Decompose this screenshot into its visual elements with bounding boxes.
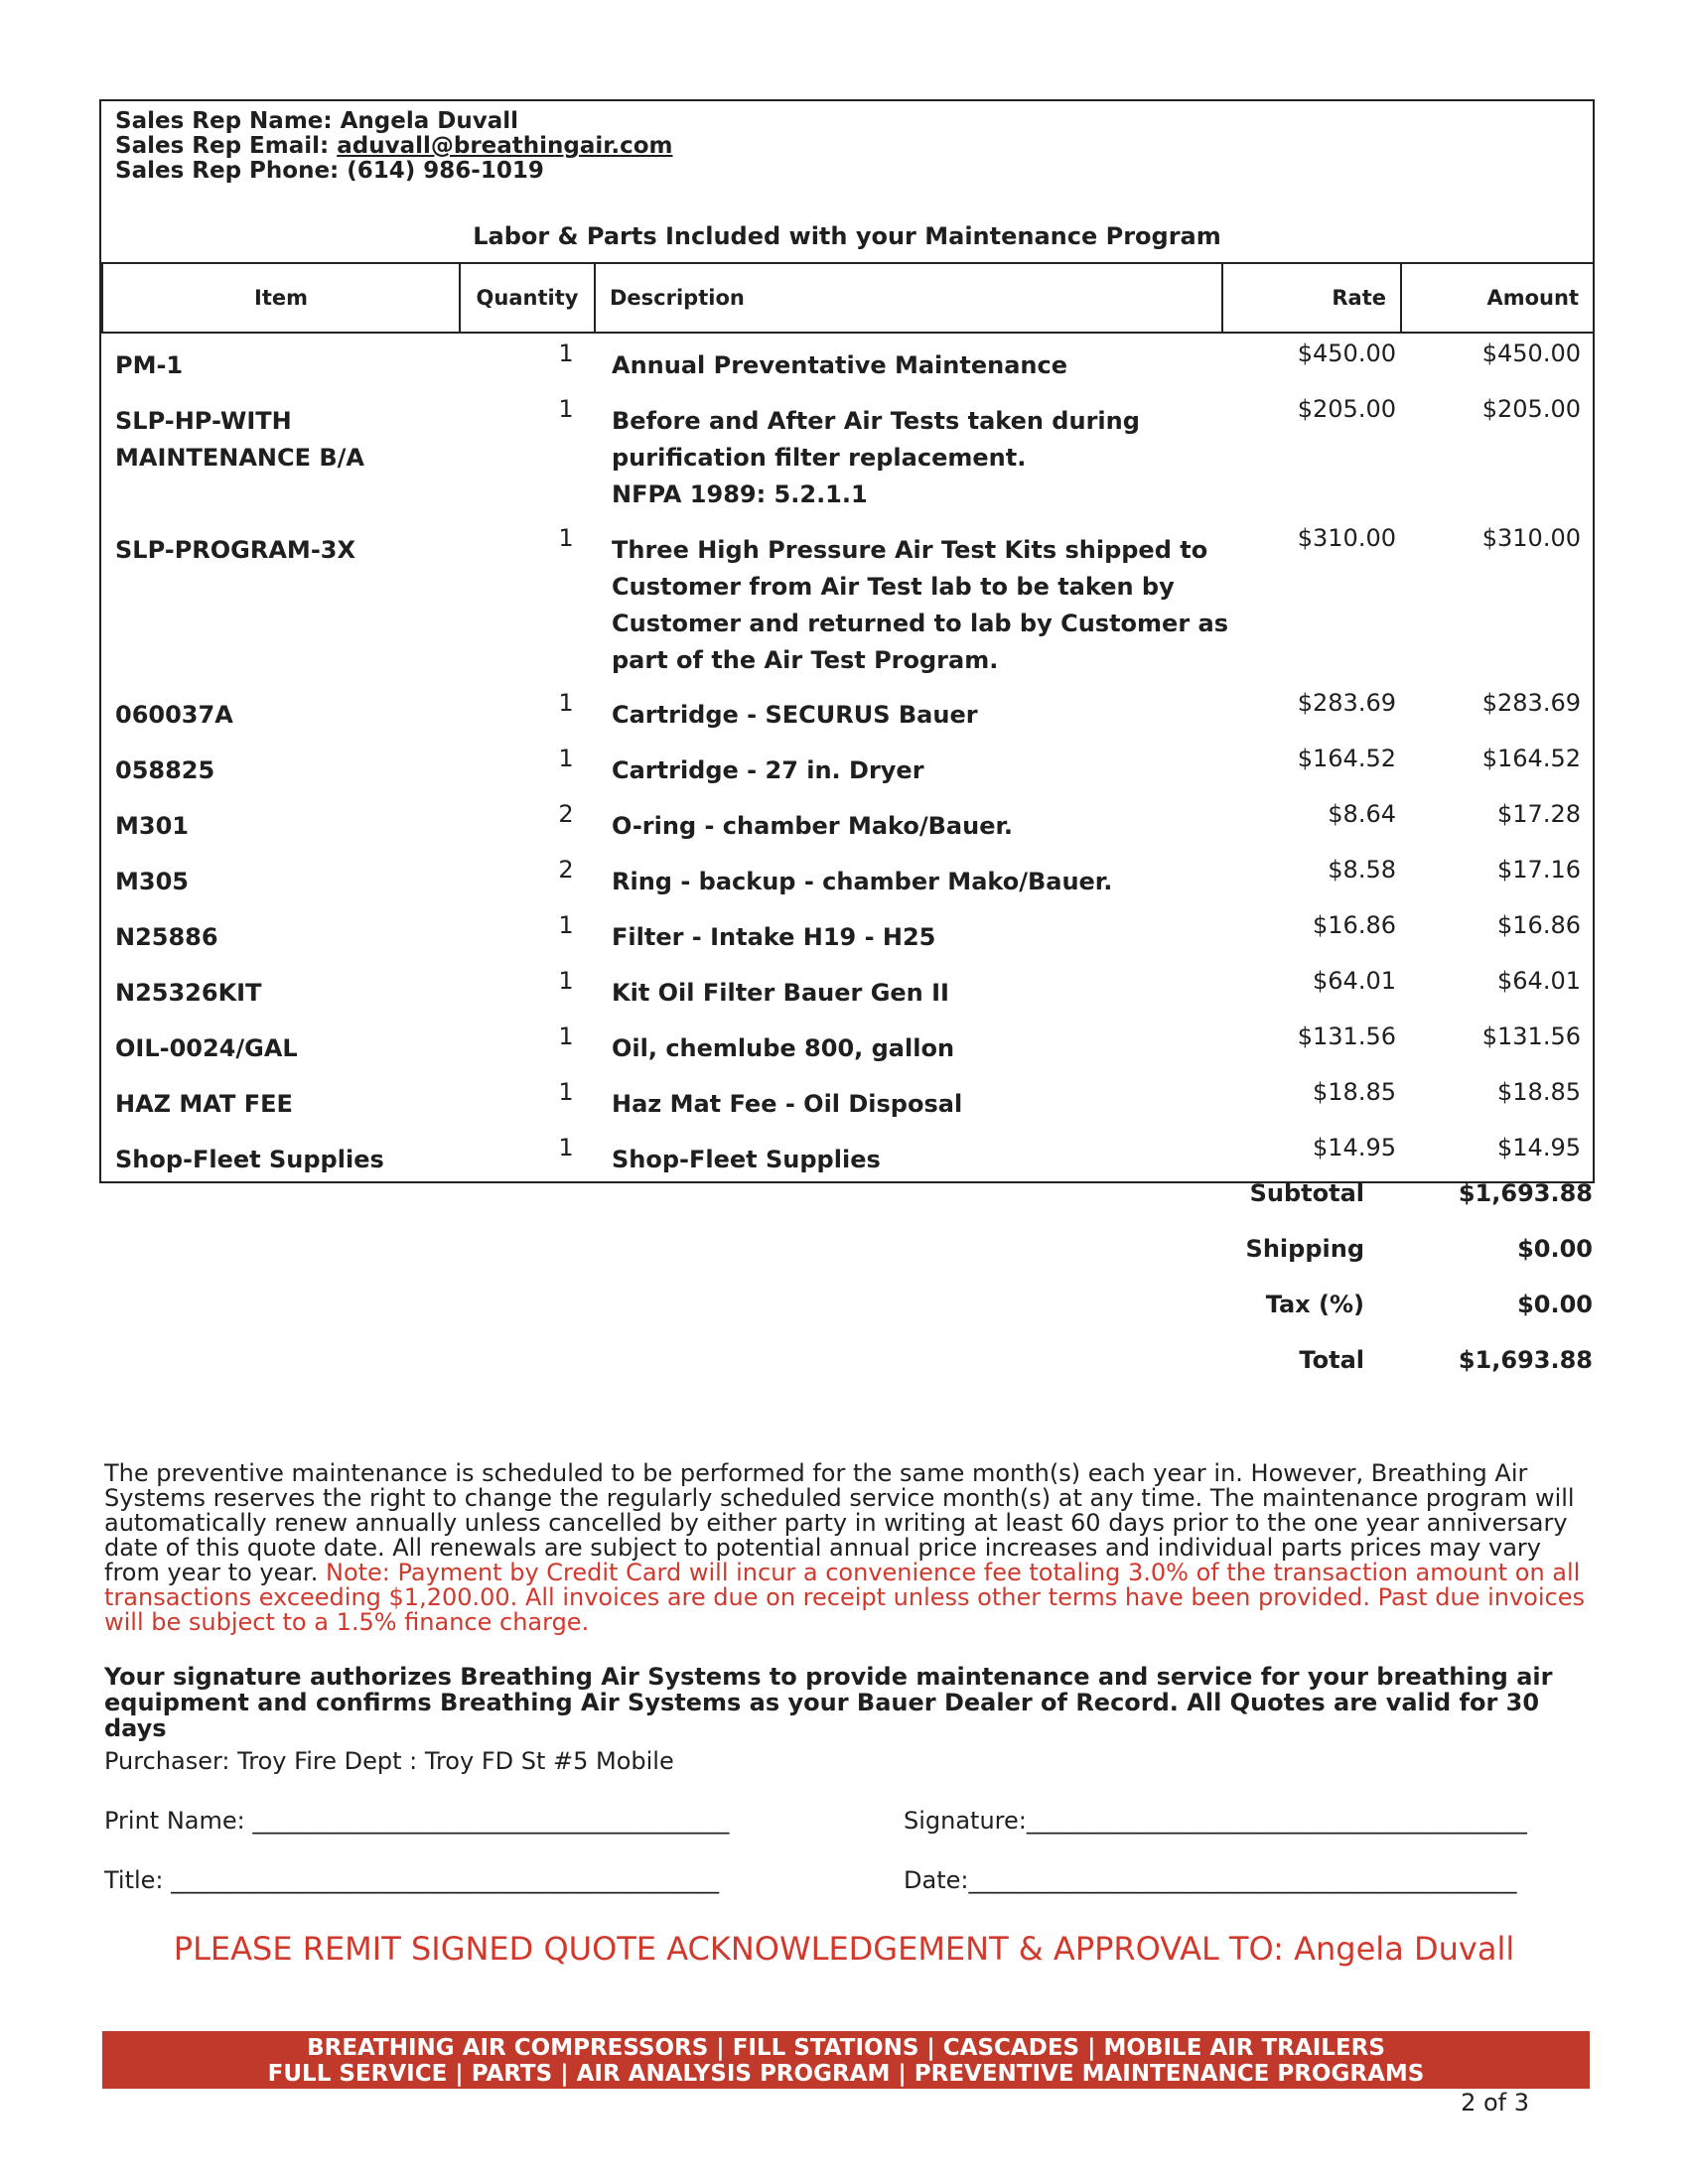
table-row <box>101 389 1593 518</box>
row-amount: $17.16 <box>1497 856 1581 884</box>
footer-line-1: BREATHING AIR COMPRESSORS | FILL STATIONS | CASCADES | MOBILE AIR TRAILERS <box>307 2035 1385 2061</box>
totals-row <box>1192 1291 1599 1346</box>
table-row <box>101 794 1593 850</box>
row-rate: $205.00 <box>1297 395 1396 423</box>
table-row <box>101 739 1593 794</box>
remit-notice: PLEASE REMIT SIGNED QUOTE ACKNOWLEDGEMENT & APPROVAL TO: Angela Duvall <box>173 1930 1515 1968</box>
header-amount: Amount <box>1400 262 1595 334</box>
totals-label: Tax (%) <box>1265 1291 1364 1318</box>
row-item: Shop-Fleet Supplies <box>115 1146 384 1173</box>
header-quantity: Quantity <box>459 262 596 334</box>
row-item: PM-1 <box>115 351 184 379</box>
table-title: Labor & Parts Included with your Maintenance Program <box>473 222 1221 250</box>
authorization-statement: Your signature authorizes Breathing Air Systems to provide maintenance and service for your breathing air equipment and confirms Breathing Air Systems as your Bauer Dealer of Record. All Quotes are valid for 30 days <box>104 1663 1553 1742</box>
print-name-field[interactable]: Print Name: ________________________________________ <box>104 1807 730 1835</box>
row-rate: $18.85 <box>1313 1078 1396 1106</box>
totals-label: Total <box>1299 1346 1364 1374</box>
sales-rep-info <box>115 109 672 184</box>
row-amount: $17.28 <box>1497 800 1581 828</box>
row-rate: $64.01 <box>1313 967 1396 995</box>
table-row <box>101 961 1593 1017</box>
totals-value: $0.00 <box>1517 1291 1593 1318</box>
row-description: Three High Pressure Air Test Kits shipped to Customer from Air Test lab to be taken by Customer and returned to lab by Customer as part of the Air Test Program. <box>612 536 1228 674</box>
totals-row <box>1192 1179 1599 1235</box>
footer-line-2: FULL SERVICE | PARTS | AIR ANALYSIS PROGRAM | PREVENTIVE MAINTENANCE PROGRAMS <box>267 2061 1425 2087</box>
row-amount: $16.86 <box>1497 911 1581 939</box>
row-item: HAZ MAT FEE <box>115 1090 293 1118</box>
header-item: Item <box>101 262 461 334</box>
row-amount: $205.00 <box>1481 395 1581 423</box>
table-row <box>101 850 1593 905</box>
row-rate: $14.95 <box>1313 1134 1396 1161</box>
row-description: Haz Mat Fee - Oil Disposal <box>612 1090 963 1118</box>
sales-rep-name: Sales Rep Name: Angela Duvall <box>115 108 518 134</box>
row-rate: $16.86 <box>1313 911 1396 939</box>
totals-value: $1,693.88 <box>1458 1179 1593 1207</box>
totals-section <box>1192 1179 1599 1402</box>
header-description: Description <box>594 262 1223 334</box>
page-number: 2 of 3 <box>1461 2089 1529 2116</box>
row-amount: $131.56 <box>1481 1023 1581 1050</box>
row-rate: $131.56 <box>1297 1023 1396 1050</box>
terms-paragraph <box>104 1461 1594 1635</box>
row-quantity: 1 <box>558 395 574 423</box>
row-rate: $283.69 <box>1297 689 1396 717</box>
totals-value: $0.00 <box>1517 1235 1593 1263</box>
signature-field[interactable]: Signature:__________________________________________ <box>904 1807 1527 1835</box>
sales-rep-email-label: Sales Rep Email: <box>115 133 338 159</box>
row-description: Shop-Fleet Supplies <box>612 1146 881 1173</box>
purchaser-line: Purchaser: Troy Fire Dept : Troy FD St #5 Mobile <box>104 1747 674 1775</box>
row-item: N25326KIT <box>115 979 262 1007</box>
table-row <box>101 334 1593 389</box>
row-amount: $64.01 <box>1497 967 1581 995</box>
quote-table-box <box>99 99 1595 1183</box>
row-quantity: 1 <box>558 689 574 717</box>
table-row <box>101 1017 1593 1072</box>
row-description: Annual Preventative Maintenance <box>612 351 1067 379</box>
row-description: Before and After Air Tests taken during purification filter replacement. NFPA 1989: 5.2.1.1 <box>612 407 1140 508</box>
row-quantity: 2 <box>558 856 574 884</box>
table-row <box>101 1072 1593 1128</box>
row-amount: $310.00 <box>1481 524 1581 552</box>
row-amount: $14.95 <box>1497 1134 1581 1161</box>
table-row <box>101 518 1593 683</box>
row-item: OIL-0024/GAL <box>115 1034 298 1062</box>
row-rate: $164.52 <box>1297 745 1396 772</box>
row-item: M301 <box>115 812 189 840</box>
row-quantity: 1 <box>558 1023 574 1050</box>
row-quantity: 1 <box>558 911 574 939</box>
totals-label: Subtotal <box>1249 1179 1364 1207</box>
row-item: 060037A <box>115 701 233 729</box>
row-amount: $450.00 <box>1481 340 1581 367</box>
row-item: SLP-PROGRAM-3X <box>115 536 355 564</box>
row-rate: $310.00 <box>1297 524 1396 552</box>
row-rate: $8.58 <box>1328 856 1396 884</box>
row-quantity: 1 <box>558 340 574 367</box>
row-item: M305 <box>115 868 189 895</box>
row-item: N25886 <box>115 923 218 951</box>
row-amount: $283.69 <box>1481 689 1581 717</box>
row-description: Cartridge - SECURUS Bauer <box>612 701 978 729</box>
terms-payment-note: Note: Payment by Credit Card will incur a convenience fee totaling 3.0% of the transaction amount on all transactions exceeding $1,200.00. All invoices are due on receipt unless other terms have been provided. Past due invoices will be subject to a 1.5% finance charge. <box>104 1559 1585 1636</box>
row-amount: $18.85 <box>1497 1078 1581 1106</box>
header-rate: Rate <box>1221 262 1402 334</box>
row-quantity: 1 <box>558 967 574 995</box>
terms-main: The preventive maintenance is scheduled to be performed for the same month(s) each year in. However, Breathing Air Systems reserves the right to change the regularly scheduled service month(s) at any time. The maintenance program will automatically renew annually unless cancelled by either party in writing at least 60 days prior to the one year anniversary date of this quote date. All renewals are subject to potential annual price increases and individual parts prices may vary from year to year. <box>104 1459 1575 1586</box>
table-row <box>101 905 1593 961</box>
totals-label: Shipping <box>1245 1235 1364 1263</box>
row-description: Kit Oil Filter Bauer Gen II <box>612 979 949 1007</box>
date-field[interactable]: Date:______________________________________________ <box>904 1866 1517 1894</box>
table-body <box>101 334 1593 1183</box>
row-rate: $8.64 <box>1328 800 1396 828</box>
row-quantity: 1 <box>558 1134 574 1161</box>
footer-banner <box>102 2031 1590 2089</box>
row-rate: $450.00 <box>1297 340 1396 367</box>
totals-row <box>1192 1235 1599 1291</box>
row-amount: $164.52 <box>1481 745 1581 772</box>
table-row <box>101 1128 1593 1183</box>
row-description: Cartridge - 27 in. Dryer <box>612 756 924 784</box>
row-description: Oil, chemlube 800, gallon <box>612 1034 955 1062</box>
title-field[interactable]: Title: ______________________________________________ <box>104 1866 720 1894</box>
sales-rep-email-line <box>115 134 672 159</box>
row-quantity: 1 <box>558 1078 574 1106</box>
row-quantity: 2 <box>558 800 574 828</box>
row-description: Filter - Intake H19 - H25 <box>612 923 936 951</box>
totals-row <box>1192 1346 1599 1402</box>
row-description: O-ring - chamber Mako/Bauer. <box>612 812 1014 840</box>
totals-value: $1,693.88 <box>1458 1346 1593 1374</box>
row-item: SLP-HP-WITH MAINTENANCE B/A <box>115 407 364 472</box>
sales-rep-email-link[interactable]: aduvall@breathingair.com <box>337 133 673 159</box>
row-description: Ring - backup - chamber Mako/Bauer. <box>612 868 1113 895</box>
row-quantity: 1 <box>558 524 574 552</box>
table-row <box>101 683 1593 739</box>
sales-rep-phone: Sales Rep Phone: (614) 986-1019 <box>115 158 544 184</box>
row-item: 058825 <box>115 756 215 784</box>
row-quantity: 1 <box>558 745 574 772</box>
